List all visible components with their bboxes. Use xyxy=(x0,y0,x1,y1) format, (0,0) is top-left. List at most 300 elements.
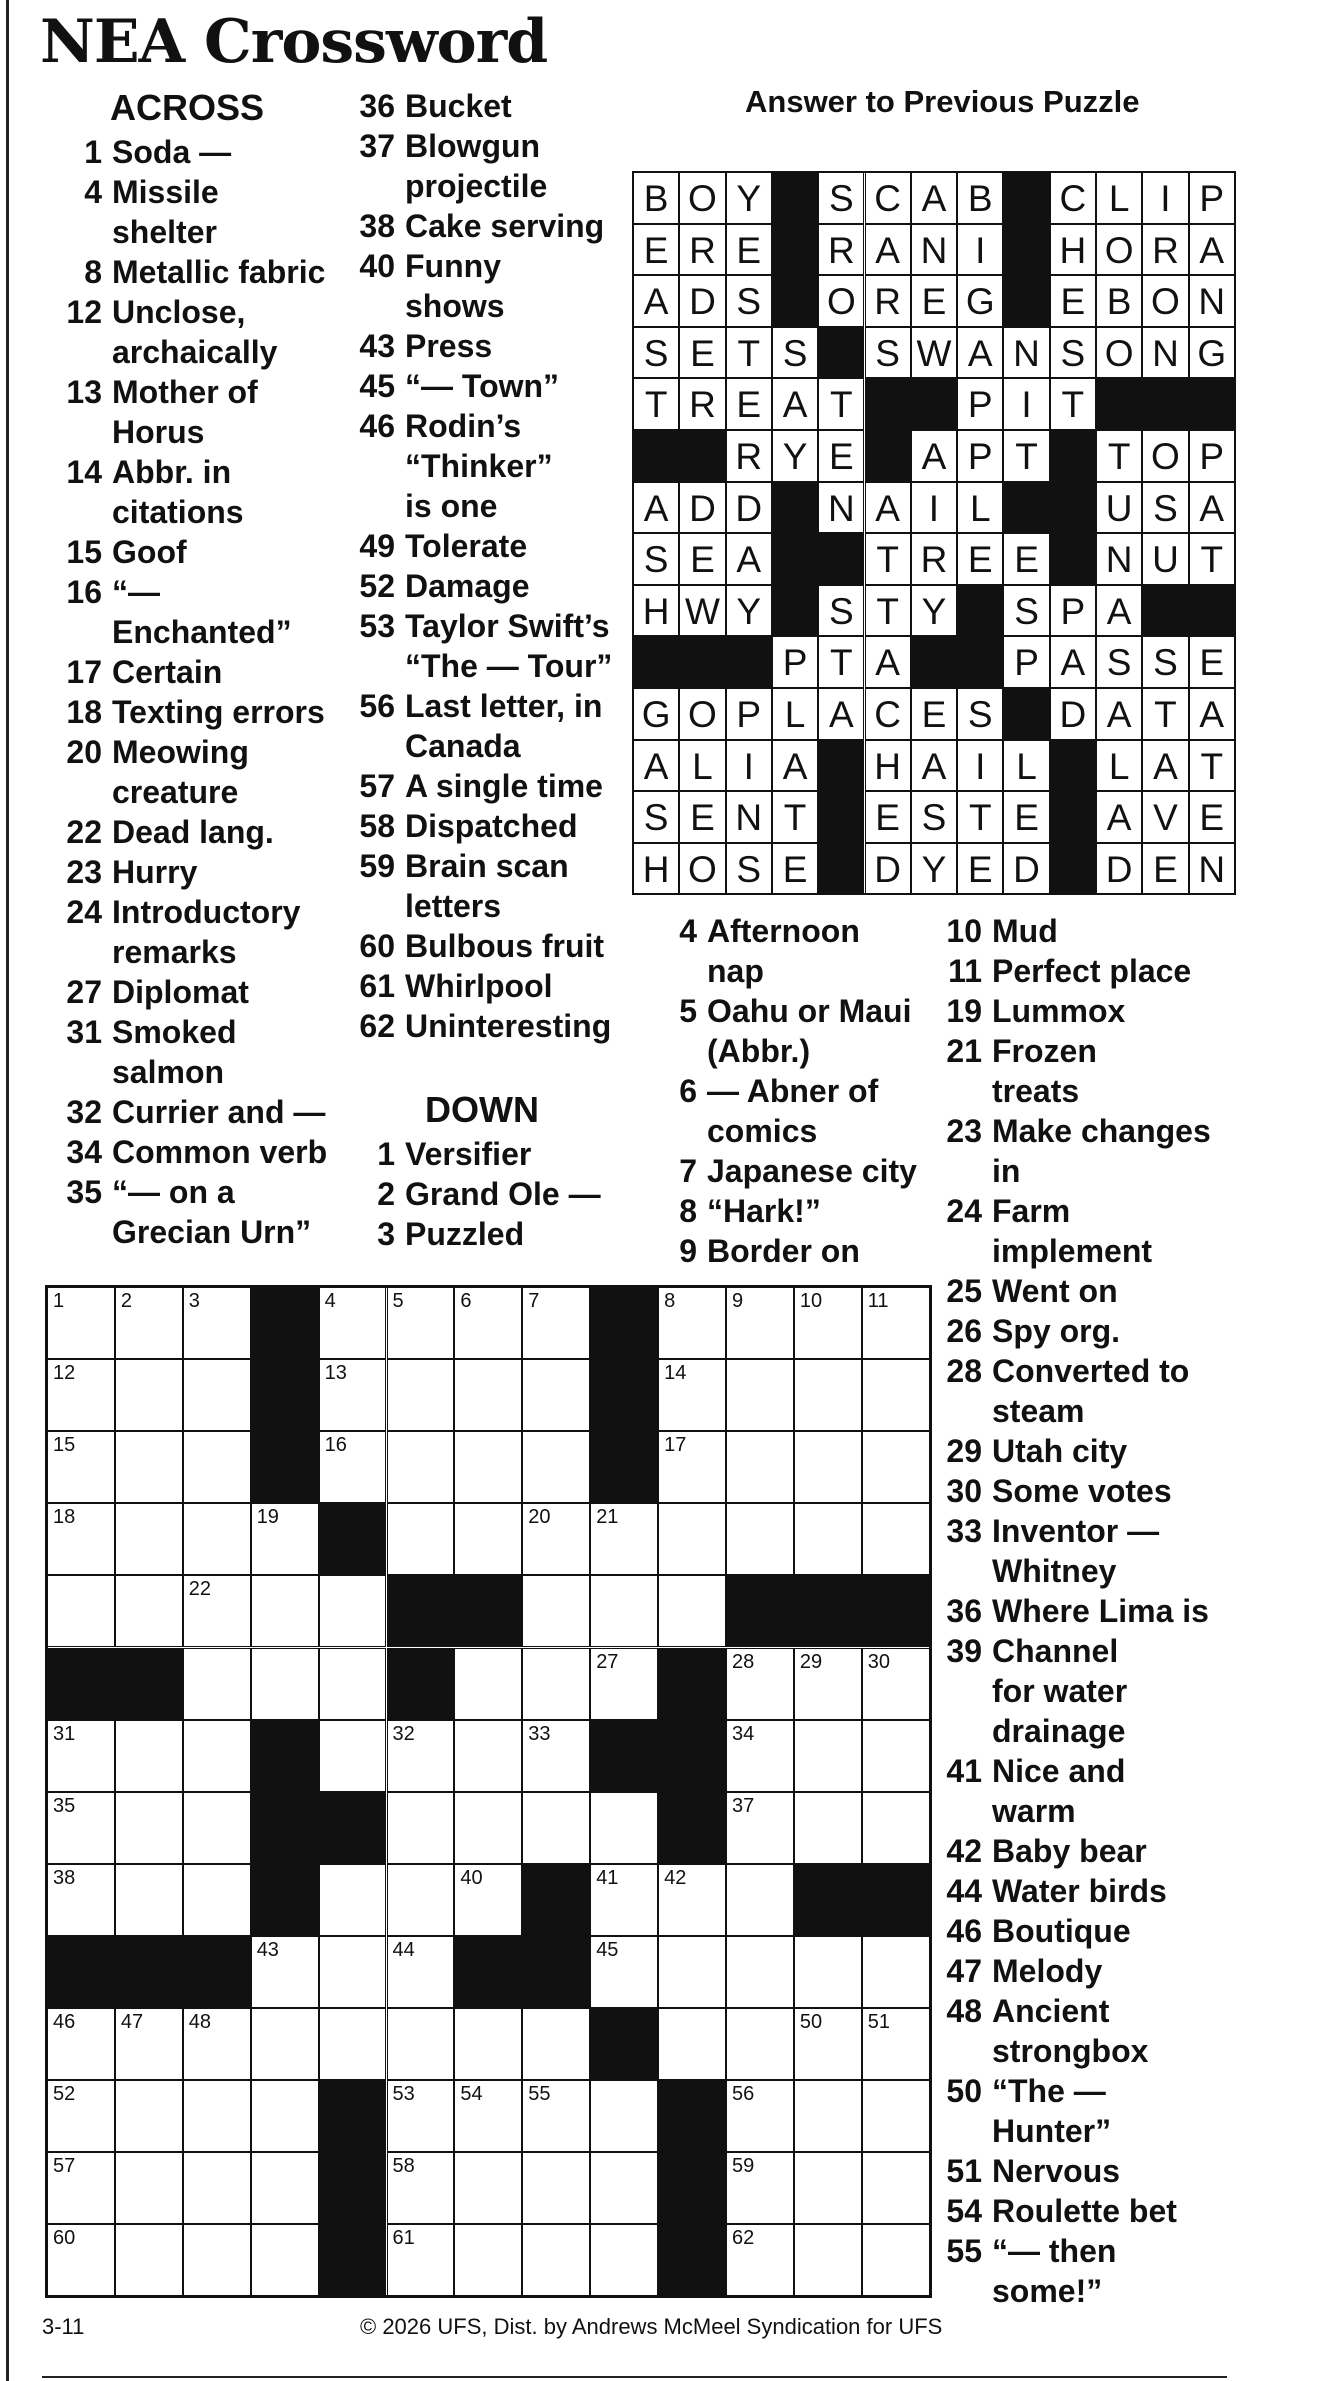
grid-cell[interactable] xyxy=(115,1431,183,1503)
clue-number: 4 xyxy=(84,174,102,210)
grid-cell[interactable] xyxy=(183,1792,251,1864)
grid-cell[interactable] xyxy=(794,1720,862,1792)
grid-cell[interactable] xyxy=(251,1575,319,1647)
clue-number: 38 xyxy=(359,208,395,244)
clue-line xyxy=(52,292,327,332)
grid-cell[interactable] xyxy=(862,2008,930,2080)
grid-cell[interactable] xyxy=(183,1359,251,1431)
clue-number: 18 xyxy=(66,694,102,730)
grid-cell[interactable] xyxy=(590,1575,658,1647)
clue-text: “The — Tour” xyxy=(405,648,613,684)
grid-cell[interactable] xyxy=(522,1792,590,1864)
grid-cell[interactable] xyxy=(251,1936,319,2008)
answer-cell: P xyxy=(1189,172,1235,224)
answer-cell: T xyxy=(957,791,1003,843)
cell-number: 20 xyxy=(528,1506,551,1529)
clue-line xyxy=(52,372,327,412)
clue-text: Bucket xyxy=(405,88,512,124)
clue-line xyxy=(52,532,327,572)
clue-text: Texting errors xyxy=(112,694,325,730)
grid-cell[interactable] xyxy=(794,1287,862,1359)
grid-cell[interactable] xyxy=(522,2152,590,2224)
grid-cell[interactable] xyxy=(47,2080,115,2152)
answer-block xyxy=(818,791,864,843)
grid-cell[interactable] xyxy=(183,2080,251,2152)
grid-cell[interactable] xyxy=(319,1864,387,1936)
grid-cell[interactable] xyxy=(47,1792,115,1864)
cell-number: 50 xyxy=(799,2011,823,2033)
grid-cell[interactable] xyxy=(319,1431,387,1503)
clue-number: 54 xyxy=(946,2193,982,2229)
grid-cell[interactable] xyxy=(590,2224,658,2296)
grid-cell[interactable] xyxy=(319,1575,387,1647)
grid-cell[interactable] xyxy=(658,2008,726,2080)
answer-cell: D xyxy=(1003,843,1049,895)
clue-text: Currier and — xyxy=(112,1094,326,1130)
clue-text: Introductory xyxy=(112,894,301,930)
grid-cell[interactable] xyxy=(454,1287,522,1359)
answer-cell: E xyxy=(1189,636,1235,688)
grid-cell[interactable] xyxy=(115,2008,183,2080)
clue-text: “The — xyxy=(992,2073,1106,2109)
grid-cell[interactable] xyxy=(862,1503,930,1575)
grid-cell[interactable] xyxy=(387,2152,455,2224)
clue-text: Cake serving xyxy=(405,208,605,244)
grid-cell[interactable] xyxy=(115,2152,183,2224)
grid-cell[interactable] xyxy=(47,2152,115,2224)
grid-cell[interactable] xyxy=(454,2152,522,2224)
answer-cell: A xyxy=(1096,688,1142,740)
grid-cell[interactable] xyxy=(319,1359,387,1431)
grid-cell[interactable] xyxy=(454,1359,522,1431)
grid-cell[interactable] xyxy=(726,2008,794,2080)
clue-number: 31 xyxy=(66,1014,102,1050)
grid-cell[interactable] xyxy=(862,1648,930,1720)
grid-cell[interactable] xyxy=(47,2008,115,2080)
grid-cell[interactable] xyxy=(387,2008,455,2080)
across-heading: ACROSS xyxy=(110,87,265,128)
clue-text: Oahu or Maui xyxy=(707,993,912,1029)
clue-line xyxy=(52,972,327,1012)
answer-block xyxy=(772,172,818,224)
grid-cell[interactable] xyxy=(726,1503,794,1575)
grid-cell[interactable] xyxy=(319,1720,387,1792)
grid-cell[interactable] xyxy=(658,1936,726,2008)
grid-cell[interactable] xyxy=(862,1359,930,1431)
grid-cell[interactable] xyxy=(454,1648,522,1720)
grid-cell[interactable] xyxy=(862,2080,930,2152)
grid-cell[interactable] xyxy=(454,1431,522,1503)
clue-line xyxy=(345,366,612,406)
clue-line xyxy=(52,932,327,972)
grid-cell[interactable] xyxy=(454,2224,522,2296)
grid-cell[interactable] xyxy=(387,2080,455,2152)
clue-line xyxy=(52,612,327,652)
grid-cell[interactable] xyxy=(522,2008,590,2080)
grid-cell[interactable] xyxy=(47,1720,115,1792)
clue-text: Grand Ole — xyxy=(405,1176,601,1212)
answer-block xyxy=(1003,688,1049,740)
answer-cell: A xyxy=(1189,224,1235,276)
grid-cell[interactable] xyxy=(47,2224,115,2296)
grid-cell[interactable] xyxy=(726,1648,794,1720)
grid-cell[interactable] xyxy=(47,1431,115,1503)
grid-cell[interactable] xyxy=(658,1575,726,1647)
grid-cell[interactable] xyxy=(726,1720,794,1792)
grid-cell[interactable] xyxy=(115,2080,183,2152)
grid-cell[interactable] xyxy=(47,1864,115,1936)
cell-number: 38 xyxy=(53,1866,76,1889)
clue-column-1 xyxy=(52,86,327,1252)
cell-number: 22 xyxy=(188,1578,212,1601)
answer-cell: O xyxy=(679,172,725,224)
grid-cell[interactable] xyxy=(862,2224,930,2296)
clue-line xyxy=(52,412,327,452)
clue-line xyxy=(647,951,917,991)
clue-line xyxy=(52,1212,327,1252)
grid-cell[interactable] xyxy=(794,1359,862,1431)
grid-block xyxy=(862,1575,930,1647)
grid-cell[interactable] xyxy=(115,2224,183,2296)
grid-cell[interactable] xyxy=(115,1792,183,1864)
grid-cell[interactable] xyxy=(794,1431,862,1503)
grid-cell[interactable] xyxy=(115,1720,183,1792)
answer-cell: N xyxy=(726,791,772,843)
grid-cell[interactable] xyxy=(522,1720,590,1792)
grid-cell[interactable] xyxy=(522,2224,590,2296)
cell-number: 53 xyxy=(392,2083,415,2106)
grid-cell[interactable] xyxy=(794,1792,862,1864)
clue-text: Soda — xyxy=(112,134,232,170)
grid-cell[interactable] xyxy=(47,1287,115,1359)
clue-text: Hurry xyxy=(112,854,198,890)
grid-cell[interactable] xyxy=(726,1864,794,1936)
clue-text: Unclose, xyxy=(112,294,246,330)
grid-cell[interactable] xyxy=(47,1503,115,1575)
clue-number: 23 xyxy=(66,854,102,890)
clue-number: 44 xyxy=(946,1873,982,1909)
grid-cell[interactable] xyxy=(522,1575,590,1647)
grid-block xyxy=(319,2152,387,2224)
clue-text: shelter xyxy=(112,214,217,250)
grid-cell[interactable] xyxy=(726,1936,794,2008)
answer-cell: H xyxy=(1050,224,1096,276)
clue-text: “— Town” xyxy=(405,368,560,404)
clue-number xyxy=(647,951,697,991)
clue-number: 2 xyxy=(377,1176,395,1212)
clue-line xyxy=(52,732,327,772)
clue-text: “Hark!” xyxy=(707,1193,821,1229)
cell-number: 5 xyxy=(392,1290,404,1312)
grid-cell[interactable] xyxy=(726,2224,794,2296)
clue-line xyxy=(932,1711,1211,1751)
grid-cell[interactable] xyxy=(590,2080,658,2152)
grid-cell[interactable] xyxy=(862,2152,930,2224)
grid-cell[interactable] xyxy=(590,1936,658,2008)
grid-cell[interactable] xyxy=(387,1287,455,1359)
grid-cell[interactable] xyxy=(251,1648,319,1720)
grid-cell[interactable] xyxy=(658,1864,726,1936)
grid-cell[interactable] xyxy=(183,1287,251,1359)
grid-cell[interactable] xyxy=(862,1936,930,2008)
clue-text: citations xyxy=(112,494,244,530)
grid-cell[interactable] xyxy=(658,1359,726,1431)
grid-cell[interactable] xyxy=(726,1359,794,1431)
answer-cell: G xyxy=(1189,327,1235,379)
answer-cell: L xyxy=(1003,740,1049,792)
clue-text: remarks xyxy=(112,934,237,970)
grid-block xyxy=(522,1864,590,1936)
answer-cell: T xyxy=(1096,430,1142,482)
grid-cell[interactable] xyxy=(387,1720,455,1792)
grid-cell[interactable] xyxy=(319,2008,387,2080)
clue-number: 12 xyxy=(66,294,102,330)
grid-cell[interactable] xyxy=(387,1503,455,1575)
grid-block xyxy=(47,1648,115,1720)
clue-number xyxy=(932,2111,982,2151)
grid-cell[interactable] xyxy=(658,1287,726,1359)
cell-number: 13 xyxy=(324,1362,347,1385)
cell-number: 61 xyxy=(392,2227,415,2250)
grid-cell[interactable] xyxy=(726,2080,794,2152)
clue-line xyxy=(647,1111,917,1151)
grid-cell[interactable] xyxy=(454,2080,522,2152)
answer-cell: N xyxy=(1189,275,1235,327)
clue-text: archaically xyxy=(112,334,278,370)
grid-cell[interactable] xyxy=(454,1792,522,1864)
answer-cell: A xyxy=(957,327,1003,379)
clue-line xyxy=(345,1006,612,1046)
clue-line xyxy=(345,1214,612,1254)
clue-text: letters xyxy=(405,888,502,924)
grid-cell[interactable] xyxy=(183,1648,251,1720)
grid-cell[interactable] xyxy=(794,2008,862,2080)
grid-cell[interactable] xyxy=(251,2224,319,2296)
grid-cell[interactable] xyxy=(387,2224,455,2296)
grid-cell[interactable] xyxy=(319,1936,387,2008)
answer-cell: S xyxy=(957,688,1003,740)
answer-cell: T xyxy=(865,585,911,637)
grid-cell[interactable] xyxy=(183,1864,251,1936)
answer-cell: H xyxy=(633,585,679,637)
cell-number: 32 xyxy=(392,1722,415,1745)
grid-cell[interactable] xyxy=(522,1359,590,1431)
clue-text: Metallic fabric xyxy=(112,254,326,290)
clue-number: 52 xyxy=(359,568,395,604)
grid-cell[interactable] xyxy=(454,1720,522,1792)
clue-line xyxy=(932,991,1211,1031)
grid-cell[interactable] xyxy=(319,1287,387,1359)
clue-text: Missile xyxy=(112,174,219,210)
grid-cell[interactable] xyxy=(658,1503,726,1575)
grid-cell[interactable] xyxy=(387,1936,455,2008)
grid-block xyxy=(115,1936,183,2008)
grid-cell[interactable] xyxy=(183,2152,251,2224)
answer-cell: A xyxy=(1096,791,1142,843)
clue-line xyxy=(932,2231,1211,2271)
grid-cell[interactable] xyxy=(387,1359,455,1431)
grid-cell[interactable] xyxy=(794,2224,862,2296)
clue-text: Utah city xyxy=(992,1433,1128,1469)
grid-cell[interactable] xyxy=(115,1359,183,1431)
grid-cell[interactable] xyxy=(862,1287,930,1359)
clue-text: Mother of xyxy=(112,374,258,410)
cell-number: 15 xyxy=(53,1434,76,1457)
grid-cell[interactable] xyxy=(658,1431,726,1503)
clue-line xyxy=(932,911,1211,951)
clue-number xyxy=(52,332,102,372)
cell-number: 29 xyxy=(799,1650,823,1673)
grid-block xyxy=(251,1431,319,1503)
answer-cell: T xyxy=(726,327,772,379)
answer-cell: A xyxy=(1142,740,1188,792)
clue-text: Meowing xyxy=(112,734,249,770)
grid-cell[interactable] xyxy=(726,2152,794,2224)
grid-cell[interactable] xyxy=(862,1720,930,1792)
grid-cell[interactable] xyxy=(726,1792,794,1864)
grid-cell[interactable] xyxy=(454,2008,522,2080)
answer-cell: O xyxy=(1096,327,1142,379)
cell-number: 9 xyxy=(732,1290,744,1312)
grid-cell[interactable] xyxy=(726,1287,794,1359)
answer-block xyxy=(957,636,1003,688)
grid-cell[interactable] xyxy=(183,1575,251,1647)
clue-text: — Abner of xyxy=(707,1073,879,1109)
grid-cell[interactable] xyxy=(522,1503,590,1575)
answer-cell: I xyxy=(1003,378,1049,430)
clue-column-4 xyxy=(932,911,1211,2311)
grid-cell[interactable] xyxy=(794,2080,862,2152)
answer-cell: D xyxy=(1050,688,1096,740)
answer-cell: O xyxy=(679,688,725,740)
answer-block xyxy=(1050,430,1096,482)
grid-cell[interactable] xyxy=(251,1503,319,1575)
cell-number: 6 xyxy=(460,1290,472,1312)
grid-cell[interactable] xyxy=(454,1864,522,1936)
clue-number: 59 xyxy=(359,848,395,884)
grid-cell[interactable] xyxy=(183,2224,251,2296)
cell-number: 58 xyxy=(392,2155,415,2178)
answer-block xyxy=(1142,585,1188,637)
answer-cell: R xyxy=(1142,224,1188,276)
grid-cell[interactable] xyxy=(251,2080,319,2152)
grid-cell[interactable] xyxy=(387,1431,455,1503)
clue-text: steam xyxy=(992,1393,1085,1429)
grid-cell[interactable] xyxy=(183,2008,251,2080)
grid-cell[interactable] xyxy=(387,1864,455,1936)
grid-cell[interactable] xyxy=(454,1503,522,1575)
clue-line xyxy=(52,332,327,372)
grid-cell[interactable] xyxy=(522,1431,590,1503)
grid-cell[interactable] xyxy=(862,1792,930,1864)
grid-cell[interactable] xyxy=(47,1359,115,1431)
clue-text: Spy org. xyxy=(992,1313,1121,1349)
grid-cell[interactable] xyxy=(590,1792,658,1864)
clue-text: Boutique xyxy=(992,1913,1131,1949)
puzzle-code: 3-11 xyxy=(42,2314,85,2339)
cell-number: 43 xyxy=(256,1938,279,1961)
clue-line xyxy=(52,852,327,892)
clue-line xyxy=(932,1871,1211,1911)
grid-cell[interactable] xyxy=(319,1648,387,1720)
grid-cell[interactable] xyxy=(590,1503,658,1575)
clue-line xyxy=(647,1191,917,1231)
clue-text: Press xyxy=(405,328,493,364)
grid-cell[interactable] xyxy=(522,1287,590,1359)
clue-line xyxy=(932,1191,1211,1231)
grid-cell[interactable] xyxy=(590,1864,658,1936)
grid-cell[interactable] xyxy=(590,2152,658,2224)
answer-block xyxy=(1050,740,1096,792)
grid-cell[interactable] xyxy=(115,1575,183,1647)
answer-heading: Answer to Previous Puzzle xyxy=(745,84,1140,119)
answer-block xyxy=(1003,275,1049,327)
clue-text: nap xyxy=(707,953,764,989)
grid-cell[interactable] xyxy=(387,1792,455,1864)
clue-number: 36 xyxy=(359,88,395,124)
answer-cell: S xyxy=(865,327,911,379)
grid-cell[interactable] xyxy=(522,1648,590,1720)
cell-number: 11 xyxy=(867,1290,889,1312)
grid-cell[interactable] xyxy=(794,1936,862,2008)
grid-cell[interactable] xyxy=(794,2152,862,2224)
answer-block xyxy=(1050,482,1096,534)
clue-column-2 xyxy=(345,86,612,1254)
answer-cell: E xyxy=(679,791,725,843)
clue-line xyxy=(932,1511,1211,1551)
cell-number: 45 xyxy=(596,1938,619,1961)
answer-cell: V xyxy=(1142,791,1188,843)
clue-text: in xyxy=(992,1153,1021,1189)
clue-text: Goof xyxy=(112,534,187,570)
grid-cell[interactable] xyxy=(251,2008,319,2080)
clue-line xyxy=(345,726,612,766)
grid-cell[interactable] xyxy=(115,1287,183,1359)
grid-cell[interactable] xyxy=(183,1720,251,1792)
grid-block xyxy=(454,1575,522,1647)
answer-cell: S xyxy=(633,533,679,585)
grid-cell[interactable] xyxy=(115,1864,183,1936)
clue-line xyxy=(647,1151,917,1191)
copyright: © 2026 UFS, Dist. by Andrews McMeel Syndication for UFS xyxy=(360,2314,943,2339)
grid-block xyxy=(726,1575,794,1647)
grid-cell[interactable] xyxy=(115,1503,183,1575)
answer-cell: S xyxy=(633,327,679,379)
grid-cell[interactable] xyxy=(183,1431,251,1503)
grid-block xyxy=(794,1864,862,1936)
grid-cell[interactable] xyxy=(251,2152,319,2224)
cell-number: 62 xyxy=(732,2227,755,2250)
grid-cell[interactable] xyxy=(522,2080,590,2152)
clue-text: Whitney xyxy=(992,1553,1117,1589)
clue-text: (Abbr.) xyxy=(707,1033,811,1069)
answer-cell: A xyxy=(633,275,679,327)
clue-number: 57 xyxy=(359,768,395,804)
grid-cell[interactable] xyxy=(590,1648,658,1720)
cell-number: 60 xyxy=(53,2227,76,2250)
grid-cell[interactable] xyxy=(183,1503,251,1575)
grid-block xyxy=(47,1936,115,2008)
grid-block xyxy=(658,1792,726,1864)
grid-cell[interactable] xyxy=(794,1503,862,1575)
answer-cell: C xyxy=(865,688,911,740)
grid-cell[interactable] xyxy=(47,1575,115,1647)
grid-cell[interactable] xyxy=(726,1431,794,1503)
grid-cell[interactable] xyxy=(862,1431,930,1503)
clue-line xyxy=(52,252,327,292)
clue-line xyxy=(932,2031,1211,2071)
grid-cell[interactable] xyxy=(794,1648,862,1720)
